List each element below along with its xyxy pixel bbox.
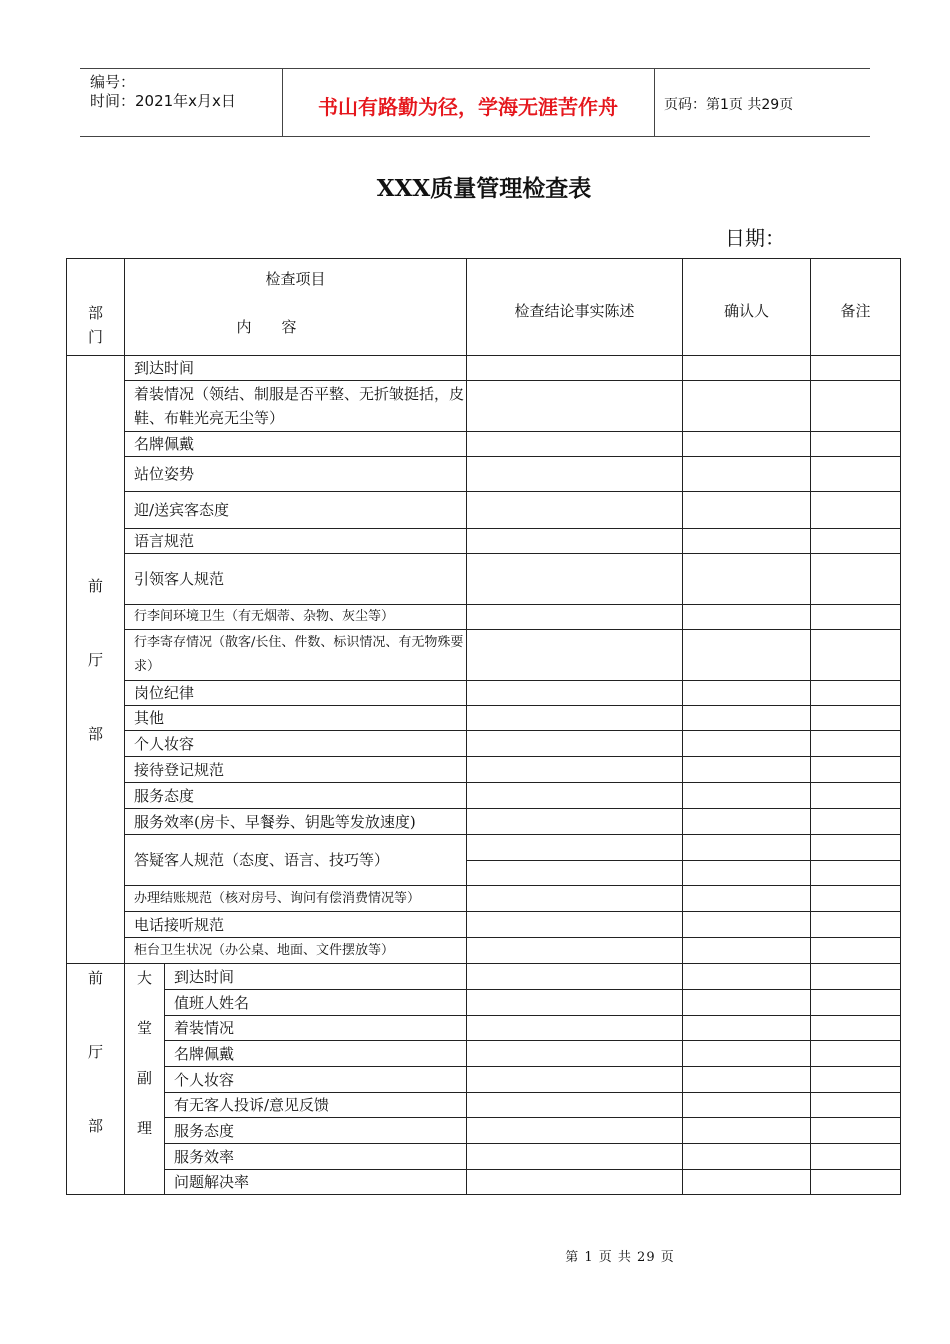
table-row [67, 964, 901, 990]
check-item: 行李寄存情况（散客/长住、件数、标识情况、有无物殊要求） [125, 630, 467, 681]
check-item: 问题解决率 [165, 1170, 467, 1195]
dept-char: 前 [87, 576, 103, 595]
facts-cell[interactable] [467, 835, 683, 861]
check-item: 名牌佩戴 [125, 432, 467, 457]
table-row [67, 938, 901, 964]
facts-cell[interactable] [467, 529, 683, 554]
remark-cell[interactable] [811, 835, 901, 861]
table-row [67, 912, 901, 938]
remark-cell[interactable] [811, 1170, 901, 1195]
remark-cell[interactable] [811, 706, 901, 731]
table-row [67, 1041, 901, 1067]
remark-cell[interactable] [811, 381, 901, 432]
facts-cell[interactable] [467, 706, 683, 731]
col-header-item [125, 259, 467, 356]
table-row [67, 381, 901, 432]
confirm-cell[interactable] [683, 731, 811, 757]
check-item: 名牌佩戴 [165, 1041, 467, 1067]
dept-char: 部 [87, 1117, 103, 1135]
facts-cell[interactable] [467, 964, 683, 990]
facts-cell[interactable] [467, 1170, 683, 1195]
table-row [67, 492, 901, 529]
check-item: 个人妆容 [125, 731, 467, 757]
confirm-cell[interactable] [683, 912, 811, 938]
role-char: 副 [136, 1069, 152, 1087]
remark-cell[interactable] [811, 1093, 901, 1118]
table-row [67, 457, 901, 492]
check-item: 柜台卫生状况（办公桌、地面、文件摆放等） [125, 938, 467, 964]
col-header-content-label: 内 容 [236, 318, 297, 336]
table-row [67, 605, 901, 630]
table-row [67, 757, 901, 783]
table-row [67, 1093, 901, 1118]
facts-cell[interactable] [467, 731, 683, 757]
confirm-cell[interactable] [683, 886, 811, 912]
confirm-cell[interactable] [683, 990, 811, 1016]
facts-cell[interactable] [467, 554, 683, 605]
document-header [80, 68, 870, 137]
confirm-cell[interactable] [683, 1118, 811, 1144]
facts-cell[interactable] [467, 912, 683, 938]
facts-cell[interactable] [467, 630, 683, 681]
col-header-item-label: 检查项目 [265, 270, 326, 288]
remark-cell[interactable] [811, 886, 901, 912]
facts-cell[interactable] [467, 1093, 683, 1118]
check-item: 个人妆容 [165, 1067, 467, 1093]
facts-cell[interactable] [467, 1041, 683, 1067]
check-item: 语言规范 [125, 529, 467, 554]
remark-cell[interactable] [811, 912, 901, 938]
confirm-cell[interactable] [683, 492, 811, 529]
table-row [67, 1170, 901, 1195]
remark-cell[interactable] [811, 938, 901, 964]
header-divider [654, 69, 655, 136]
date-label: 日期： [725, 226, 785, 250]
check-item: 行李间环境卫生（有无烟蒂、杂物、灰尘等） [125, 605, 467, 630]
confirm-cell[interactable] [683, 529, 811, 554]
check-item: 接待登记规范 [125, 757, 467, 783]
remark-cell[interactable] [811, 432, 901, 457]
dept-cell-front-office [67, 964, 125, 1195]
table-row [67, 554, 901, 605]
role-char: 大 [136, 969, 152, 987]
col-header-remark: 备注 [811, 259, 901, 356]
role-char: 理 [136, 1119, 152, 1137]
confirm-cell[interactable] [683, 706, 811, 731]
table-row [67, 886, 901, 912]
check-item: 着装情况 [165, 1016, 467, 1041]
confirm-cell[interactable] [683, 757, 811, 783]
table-row [67, 706, 901, 731]
table-row [67, 1118, 901, 1144]
table-row [67, 1144, 901, 1170]
remark-cell[interactable] [811, 356, 901, 381]
remark-cell[interactable] [811, 681, 901, 706]
remark-cell[interactable] [811, 809, 901, 835]
facts-cell[interactable] [467, 783, 683, 809]
check-item: 电话接听规范 [125, 912, 467, 938]
remark-cell[interactable] [811, 1016, 901, 1041]
table-row [67, 990, 901, 1016]
facts-cell[interactable] [467, 1118, 683, 1144]
confirm-cell[interactable] [683, 1041, 811, 1067]
check-item: 着装情况（领结、制服是否平整、无折皱挺括，皮鞋、布鞋光亮无尘等） [125, 381, 467, 432]
dept-char: 部 [87, 724, 103, 743]
check-item: 服务态度 [165, 1118, 467, 1144]
table-row [67, 731, 901, 757]
confirm-cell[interactable] [683, 835, 811, 861]
confirm-cell[interactable] [683, 964, 811, 990]
table-row [67, 835, 901, 861]
table-header-row [67, 259, 901, 356]
facts-cell[interactable] [467, 1067, 683, 1093]
check-item: 答疑客人规范（态度、语言、技巧等） [125, 835, 467, 886]
dept-char: 前 [87, 969, 103, 987]
check-item: 其他 [125, 706, 467, 731]
confirm-cell[interactable] [683, 1170, 811, 1195]
confirm-cell[interactable] [683, 432, 811, 457]
check-item: 站位姿势 [125, 457, 467, 492]
remark-cell[interactable] [811, 1118, 901, 1144]
facts-cell[interactable] [467, 938, 683, 964]
confirm-cell[interactable] [683, 381, 811, 432]
remark-cell[interactable] [811, 1067, 901, 1093]
remark-cell[interactable] [811, 554, 901, 605]
facts-cell[interactable] [467, 432, 683, 457]
role-cell-assistant-manager [125, 964, 165, 1195]
col-header-confirm: 确认人 [683, 259, 811, 356]
time-label: 时间：2021年x月x日 [90, 92, 236, 110]
check-item: 服务效率 [165, 1144, 467, 1170]
remark-cell[interactable] [811, 1041, 901, 1067]
confirm-cell[interactable] [683, 630, 811, 681]
confirm-cell[interactable] [683, 1067, 811, 1093]
confirm-cell[interactable] [683, 861, 811, 886]
table-row [67, 681, 901, 706]
check-item: 引领客人规范 [125, 554, 467, 605]
table-row [67, 630, 901, 681]
document-title: XXX质量管理检查表 [376, 175, 592, 202]
table-row [67, 809, 901, 835]
remark-cell[interactable] [811, 757, 901, 783]
confirm-cell[interactable] [683, 457, 811, 492]
check-item: 岗位纪律 [125, 681, 467, 706]
header-meta [90, 73, 236, 111]
confirm-cell[interactable] [683, 681, 811, 706]
col-header-facts: 检查结论事实陈述 [467, 259, 683, 356]
header-motto: 书山有路勤为径，学海无涯苦作舟 [318, 95, 618, 119]
confirm-cell[interactable] [683, 783, 811, 809]
remark-cell[interactable] [811, 731, 901, 757]
table-row [67, 432, 901, 457]
facts-cell[interactable] [467, 1144, 683, 1170]
check-item: 到达时间 [125, 356, 467, 381]
confirm-cell[interactable] [683, 809, 811, 835]
remark-cell[interactable] [811, 783, 901, 809]
dept-cell-front-office [67, 356, 125, 964]
confirm-cell[interactable] [683, 356, 811, 381]
check-item: 有无客人投诉/意见反馈 [165, 1093, 467, 1118]
facts-cell[interactable] [467, 492, 683, 529]
remark-cell[interactable] [811, 1144, 901, 1170]
remark-cell[interactable] [811, 529, 901, 554]
confirm-cell[interactable] [683, 554, 811, 605]
confirm-cell[interactable] [683, 938, 811, 964]
dept-char: 厅 [87, 650, 103, 669]
remark-cell[interactable] [811, 861, 901, 886]
confirm-cell[interactable] [683, 1144, 811, 1170]
facts-cell[interactable] [467, 356, 683, 381]
page-footer: 第 1 页 共 29 页 [565, 1250, 675, 1265]
quality-check-table [66, 258, 901, 1195]
confirm-cell[interactable] [683, 1093, 811, 1118]
facts-cell[interactable] [467, 381, 683, 432]
table-row [67, 783, 901, 809]
remark-cell[interactable] [811, 990, 901, 1016]
table-row [67, 529, 901, 554]
facts-cell[interactable] [467, 757, 683, 783]
table-row [67, 1016, 901, 1041]
facts-cell[interactable] [467, 605, 683, 630]
col-header-dept: 部门 [67, 259, 125, 356]
facts-cell[interactable] [467, 681, 683, 706]
facts-cell[interactable] [467, 457, 683, 492]
facts-cell[interactable] [467, 886, 683, 912]
facts-cell[interactable] [467, 861, 683, 886]
remark-cell[interactable] [811, 964, 901, 990]
confirm-cell[interactable] [683, 1016, 811, 1041]
table-row [67, 1067, 901, 1093]
dept-char: 厅 [87, 1043, 103, 1061]
confirm-cell[interactable] [683, 605, 811, 630]
role-char: 堂 [136, 1019, 152, 1037]
facts-cell[interactable] [467, 1016, 683, 1041]
check-item: 迎/送宾客态度 [125, 492, 467, 529]
check-item: 值班人姓名 [165, 990, 467, 1016]
remark-cell[interactable] [811, 605, 901, 630]
check-item: 服务态度 [125, 783, 467, 809]
table-row [67, 356, 901, 381]
remark-cell[interactable] [811, 492, 901, 529]
remark-cell[interactable] [811, 630, 901, 681]
facts-cell[interactable] [467, 809, 683, 835]
check-item: 办理结账规范（核对房号、询问有偿消费情况等） [125, 886, 467, 912]
check-item: 服务效率(房卡、早餐券、钥匙等发放速度) [125, 809, 467, 835]
remark-cell[interactable] [811, 457, 901, 492]
check-item: 到达时间 [165, 964, 467, 990]
number-label: 编号： [90, 73, 136, 91]
facts-cell[interactable] [467, 990, 683, 1016]
header-page-label: 页码：第1页 共29页 [664, 97, 794, 113]
